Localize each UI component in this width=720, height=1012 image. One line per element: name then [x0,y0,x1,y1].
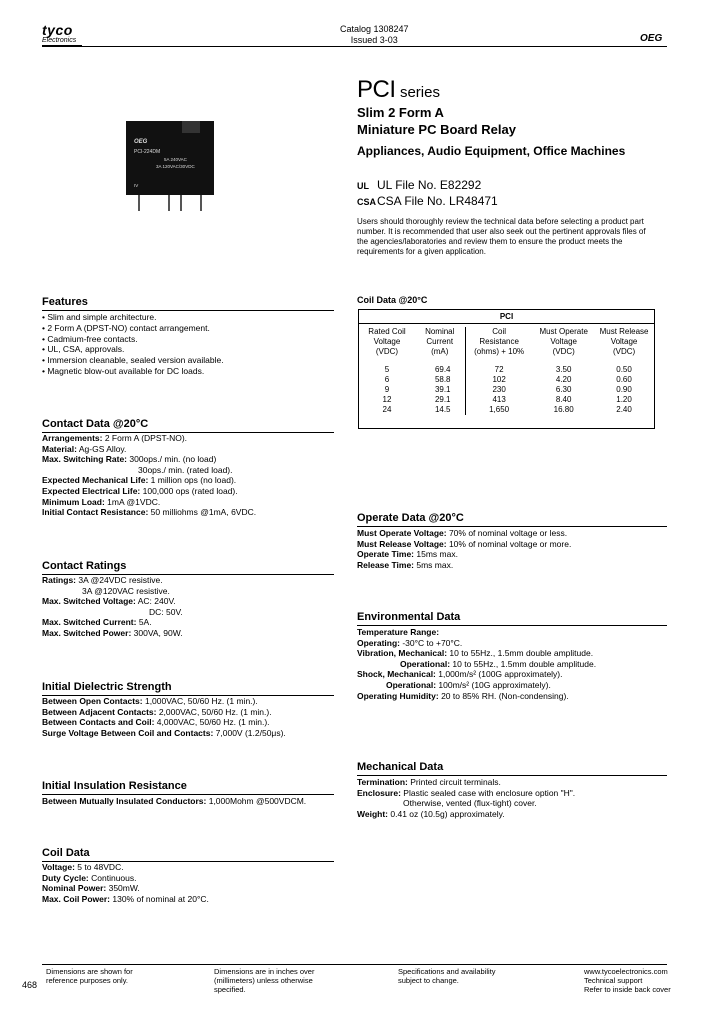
spec-line: Enclosure: Plastic sealed case with enclosure option "H". [357,787,576,798]
features-rule [42,310,334,311]
spec-line: Operational: 100m/s² (10G approximately). [386,679,551,690]
spec-line: Must Operate Voltage: 70% of nominal voltage or less. [357,528,568,538]
features-list [42,312,224,377]
feature-item: • Cadmium-free contacts. [42,333,138,344]
footer-col3: Specifications and availability subject to change. [398,967,496,985]
feature-item: • Slim and simple architecture. [42,312,157,322]
coil-list [42,862,209,904]
series-title [357,76,440,104]
spec-line: Minimum Load: 1mA @1VDC. [42,496,161,507]
ul-file-number: UL File No. E82292 [377,178,482,192]
spec-line: Operating: -30°C to +70°C. [357,637,463,648]
footer-rule [42,964,667,965]
feature-item: • 2 Form A (DPST-NO) contact arrangement. [42,322,210,333]
spec-line: Expected Electrical Life: 100,000 ops (rated load). [42,485,238,496]
tyco-logo: tyco [42,22,73,38]
spec-line: Vibration, Mechanical: 10 to 55Hz., 1.5mm double amplitude. [357,648,594,659]
csa-file [357,194,498,208]
relay-rating-line2: 3A 120VAC/30VDC [156,164,195,169]
footer-col1: Dimensions are shown for reference purposes only. [46,967,133,985]
table-row: 6 58.8 102 4.20 0.60 [384,375,632,384]
product-subtitle [357,104,516,138]
spec-line: Voltage: 5 to 48VDC. [42,862,124,872]
feature-item: • Immersion cleanable, sealed version available. [42,355,224,366]
environment-list [357,627,596,701]
spec-line: Between Mutually Insulated Conductors: 1,000Mohm @500VDCM. [42,796,307,806]
relay-pin-label: IV [134,183,139,188]
dielectric-list [42,696,286,738]
contact-ratings-title: Contact Ratings [42,560,127,572]
issue-date: Issued 3-03 [350,35,398,45]
insulation-title: Initial Insulation Resistance [42,780,187,792]
applications: Appliances, Audio Equipment, Office Machines [357,144,626,158]
csa-mark-icon: CSA [357,197,377,207]
spec-line: Duty Cycle: Continuous. [42,872,137,883]
website-link[interactable]: www.tycoelectronics.com [584,967,668,976]
coil-table-box [358,309,655,429]
col-header: Must Release Voltage (VDC) [599,327,649,356]
catalog-number: Catalog 1308247 [340,24,409,34]
table-row: 24 14.5 1,650 16.80 2.40 [382,405,632,414]
relay-rating-line1: 5A 240VAC [164,157,187,162]
spec-line: Between Open Contacts: 1,000VAC, 50/60 Hz. (1 min.). [42,696,258,706]
oeg-logo: OEG [640,33,663,44]
spec-line: 3A @120VAC resistive. [82,585,170,596]
mechanical-title: Mechanical Data [357,761,444,773]
spec-line: Otherwise, vented (flux-tight) cover. [403,798,537,809]
contact-data-title: Contact Data @20°C [42,418,149,430]
spec-line: Initial Contact Resistance: 50 milliohms @1mA, 6VDC. [42,507,257,518]
col-header: Rated Coil Voltage (VDC) [368,327,406,356]
subtitle-line2: Miniature PC Board Relay [357,122,516,137]
insulation-rule [42,794,334,795]
series-word: series [399,84,440,101]
spec-line: Release Time: 5ms max. [357,559,454,570]
spec-line: Max. Switched Current: 5A. [42,617,152,628]
catalog-info [340,24,409,46]
spec-line: 30ops./ min. (rated load). [138,464,233,475]
features-title: Features [42,296,88,308]
spec-line: Operate Time: 15ms max. [357,549,458,560]
spec-line: Max. Switched Power: 300VA, 90W. [42,627,183,638]
environment-title: Environmental Data [357,611,461,623]
spec-line: Ratings: 3A @24VDC resistive. [42,575,163,585]
spec-line: Max. Switched Voltage: AC: 240V. [42,596,176,607]
insulation-list [42,796,306,807]
spec-line: Expected Mechanical Life: 1 million ops (no load). [42,475,237,486]
spec-line: Operational: 10 to 55Hz., 1.5mm double amplitude. [400,658,597,669]
header-rule [42,46,667,47]
tyco-logo-subtitle: Electronics [42,37,77,44]
table-row: 12 29.1 413 8.40 1.20 [382,395,632,404]
spec-line: Temperature Range: [357,627,440,637]
table-row: 9 39.1 230 6.30 0.90 [384,385,632,394]
spec-line: Surge Voltage Between Coil and Contacts: 7,000V (1.2/50μs). [42,727,286,738]
spec-line: Max. Coil Power: 130% of nominal at 20°C. [42,893,209,904]
relay-part-label: PCI-224DM [134,149,161,155]
contact-ratings-list [42,575,183,639]
contact-data-list [42,433,256,518]
col-header: Coil Resistance (ohms) + 10% [474,327,525,356]
series-name: PCI [357,76,396,103]
csa-file-number: CSA File No. LR48471 [377,194,498,208]
spec-line: Operating Humidity: 20 to 85% RH. (Non-condensing). [357,690,569,701]
footer-col4: www.tycoelectronics.com Technical support Refer to inside back cover [584,967,671,994]
operate-list [357,528,571,570]
operate-title: Operate Data @20°C [357,512,464,524]
mechanical-rule [357,775,667,776]
spec-line: Termination: Printed circuit terminals. [357,777,501,787]
coil-title: Coil Data [42,847,90,859]
spec-line: Between Adjacent Contacts: 2,000VAC, 50/60 Hz. (1 min.). [42,706,272,717]
spec-line: DC: 50V. [149,606,183,617]
spec-line: Max. Switching Rate: 300ops./ min. (no load) [42,454,217,465]
relay-brand-label: OEG [134,139,148,145]
table-row: 5 69.4 72 3.50 0.50 [384,365,632,374]
coil-table-caption: PCI [359,310,654,324]
mechanical-list [357,777,575,819]
dielectric-title: Initial Dielectric Strength [42,681,172,693]
spec-line: Shock, Mechanical: 1,000m/s² (100G approximately). [357,669,563,680]
spec-line: Must Release Voltage: 10% of nominal voltage or more. [357,538,572,549]
table-header-row [359,327,654,357]
ul-mark-icon: UL [357,181,369,191]
spec-line: Weight: 0.41 oz (10.5g) approximately. [357,808,505,819]
col-header: Nominal Current (mA) [415,327,465,357]
coil-table-title: Coil Data @20°C [357,295,428,305]
ul-file [357,178,481,192]
spec-line: Between Contacts and Coil: 4,000VAC, 50/60 Hz. (1 min.). [42,717,270,728]
subtitle-line1: Slim 2 Form A [357,105,444,120]
spec-line: Arrangements: 2 Form A (DPST-NO). [42,433,188,443]
spec-line: Nominal Power: 350mW. [42,883,140,894]
footer-col2: Dimensions are in inches over (millimeters) unless otherwise specified. [214,967,315,994]
col-header: Must Operate Voltage (VDC) [539,327,588,356]
relay-product-image [120,115,220,220]
operate-rule [357,526,667,527]
feature-item: • Magnetic blow-out available for DC loads. [42,365,205,376]
intro-paragraph: Users should thoroughly review the technical data before selecting a product part number. It is recommended that user also seek out the pertinent approvals files of the agencies/laboratories and review them to ensure the product meets the requirements for a given application. [357,217,646,256]
spec-line: Material: Ag-GS Alloy. [42,443,127,454]
environment-rule [357,625,667,626]
coil-table [359,327,654,415]
feature-item: • UL, CSA, approvals. [42,344,125,355]
page-number: 468 [22,980,38,990]
